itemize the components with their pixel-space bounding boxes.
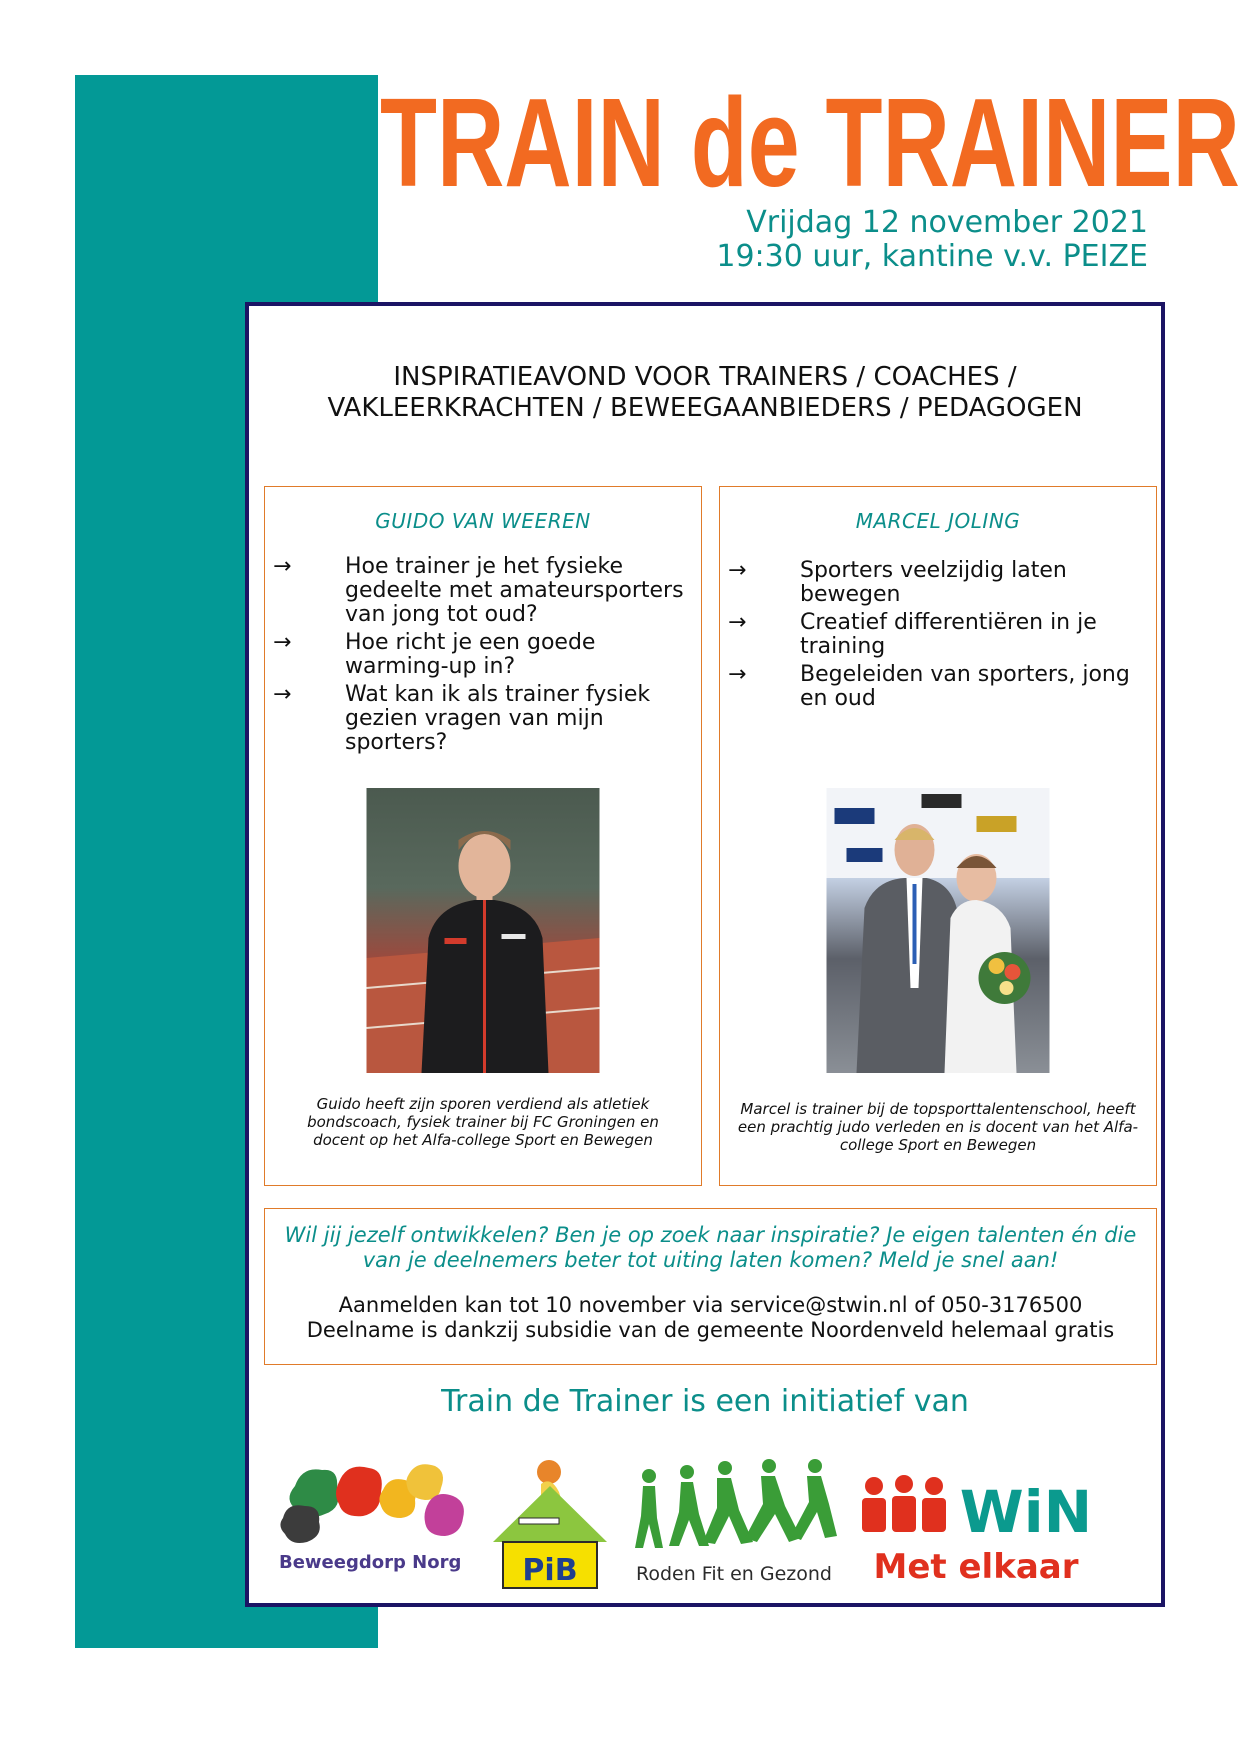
list-item: → Hoe trainer je het fysieke gedeelte met amateursporters van jong tot oud?	[265, 555, 701, 627]
logo-pib	[489, 1456, 611, 1591]
list-item: → Hoe richt je een goede warming-up in?	[265, 631, 701, 679]
arrow-icon: →	[728, 610, 747, 635]
invitation-question: Wil jij jezelf ontwikkelen? Ben je op zoek naar inspiratie? Je eigen talenten én die van je deelnemers beter tot uiting laten komen? Meld je snel aan!	[284, 1223, 1137, 1272]
audience-line-1: INSPIRATIEAVOND VOOR TRAINERS / COACHES /	[393, 362, 1017, 392]
norg-blobs-graphic	[277, 1456, 482, 1591]
speaker-photo-guido	[367, 788, 600, 1073]
person-illustration	[367, 788, 600, 1073]
audience-heading	[249, 362, 1161, 424]
list-item: → Wat kan ik als trainer fysiek gezien vragen van mijn sporters?	[265, 683, 701, 755]
logo-roden-fit-en-gezond	[629, 1456, 839, 1591]
signup-info	[265, 1293, 1156, 1343]
list-item: → Creatief differentiëren in je training	[720, 611, 1156, 659]
svg-text:Met elkaar: Met elkaar	[873, 1547, 1079, 1587]
arrow-icon: →	[728, 558, 747, 583]
speaker-name: GUIDO VAN WEEREN	[375, 509, 591, 533]
signup-box	[264, 1208, 1157, 1365]
page-title: TRAIN de TRAINER	[380, 72, 1240, 213]
subsidy-line: Deelname is dankzij subsidie van de gemeente Noordenveld helemaal gratis	[306, 1318, 1115, 1342]
pib-graphic	[489, 1456, 611, 1591]
audience-line-2: VAKLEERKRACHTEN / BEWEEGAANBIEDERS / PEDAGOGEN	[327, 393, 1083, 423]
topic-list	[265, 555, 701, 755]
arrow-icon: →	[273, 682, 292, 707]
logo-win-met-elkaar	[854, 1456, 1099, 1591]
speaker-card-guido	[264, 486, 702, 1186]
speaker-photo-marcel	[827, 788, 1050, 1073]
roden-runners-graphic	[629, 1456, 839, 1591]
persons-illustration	[827, 788, 1050, 1073]
svg-text:Beweegdorp Norg: Beweegdorp Norg	[279, 1552, 462, 1573]
partner-logos	[249, 1456, 1161, 1596]
logo-beweegdorp-norg	[277, 1456, 482, 1591]
speaker-name: MARCEL JOLING	[855, 509, 1021, 533]
arrow-icon: →	[273, 554, 292, 579]
initiative-heading: Train de Trainer is een initiatief van	[441, 1384, 969, 1419]
speaker-caption: Marcel is trainer bij de topsporttalentenschool, heeft een prachtig judo verleden en is docent van het Alfa-college Sport en Bewegen	[737, 1100, 1139, 1154]
event-date: Vrijdag 12 november 2021	[746, 205, 1148, 240]
arrow-icon: →	[273, 630, 292, 655]
topic-list	[720, 559, 1156, 711]
win-graphic	[854, 1456, 1099, 1591]
speaker-caption: Guido heeft zijn sporen verdiend als atletiek bondscoach, fysiek trainer bij FC Groningen en docent op het Alfa-college Sport en Bewegen	[307, 1095, 659, 1149]
event-date-time	[448, 206, 1148, 274]
svg-text:WiN: WiN	[959, 1478, 1093, 1546]
svg-text:PiB: PiB	[522, 1553, 578, 1588]
signup-line: Aanmelden kan tot 10 november via service@stwin.nl of 050-3176500	[338, 1293, 1083, 1317]
content-panel	[245, 302, 1165, 1607]
list-item: → Sporters veelzijdig laten bewegen	[720, 559, 1156, 607]
speaker-card-marcel	[719, 486, 1157, 1186]
list-item: → Begeleiden van sporters, jong en oud	[720, 663, 1156, 711]
arrow-icon: →	[728, 662, 747, 687]
event-time-location: 19:30 uur, kantine v.v. PEIZE	[716, 239, 1148, 274]
svg-text:Roden Fit en Gezond: Roden Fit en Gezond	[635, 1563, 833, 1585]
